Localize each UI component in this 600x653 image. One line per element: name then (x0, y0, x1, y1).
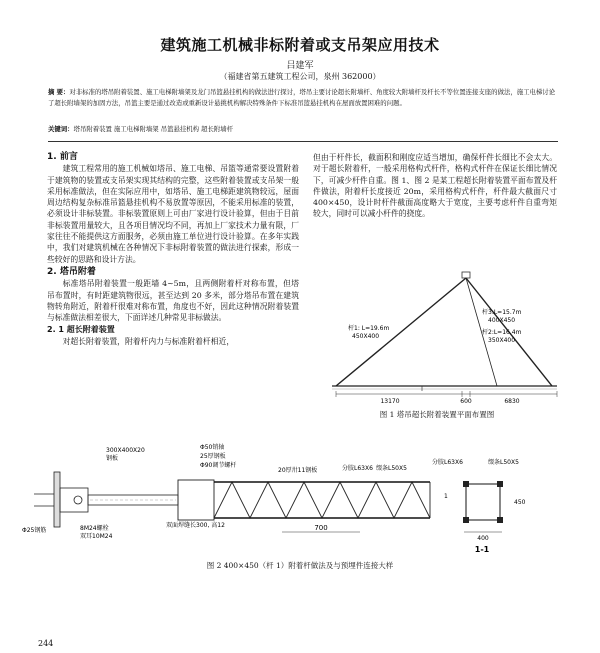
figure-1-drawing (312, 268, 562, 430)
header-rule (48, 141, 558, 142)
label-plate2: 钢板 (106, 455, 119, 462)
label-angle2: 分肢L63X6 (432, 459, 463, 466)
label-pin: Φ50销轴 (200, 444, 225, 451)
article-affiliation: （福建省第五建筑工程公司，泉州 362000） (219, 72, 381, 81)
section-1-heading: 1. 前言 (47, 152, 78, 162)
dim-400: 400 (477, 535, 489, 542)
article-author: 吕建军 (286, 61, 314, 71)
keywords-label: 关键词： (48, 125, 74, 133)
pin-circle (74, 496, 82, 504)
section-angle-4 (497, 517, 503, 523)
section-angle-2 (497, 481, 503, 487)
figure-2 (20, 440, 580, 580)
tie-bar-1 (336, 278, 466, 386)
connection-plate (178, 480, 214, 520)
fig1-right-label-2: 400X450 (488, 317, 516, 324)
page-number: 244 (38, 639, 54, 648)
tower-crane-mark (462, 272, 470, 278)
label-screw: Φ90调节螺杆 (200, 462, 237, 469)
section-2-paragraph: 标准塔吊附着装置一般距墙 4~5m，且两侧附着杆对称布置，但塔吊布置时，有时距建筑物很远，甚至达到 20 多米，部分塔吊布置在建筑物转角附近，附着杆很难对称布置，角度也不好，因此这种情况附着装置与标准做法相差很大，下面详述几种常见非标做法。 (47, 279, 299, 323)
figure-1-caption: 图 1 塔吊超长附着装置平面布置图 (379, 410, 495, 419)
label-plate: 300X400X20 (106, 447, 145, 454)
figure-1 (312, 268, 562, 430)
section-box (466, 484, 500, 520)
fig1-left-label-1: 杆1: L=19.6m (348, 325, 390, 332)
figure-2-caption: 图 2 400×450（杆 1）附着杆做法及与预埋件连接大样 (206, 561, 394, 570)
right-column-paragraph: 但由于杆件长，截面积和刚度应适当增加，确保杆件长细比不会太大。对于超长附着杆，一般采用格构式杆件，格构式杆件在保证长细比情况下，可减少杆件自重。图 1、图 2 是某工程超长附着装置平面布置及杆件做法，附着杆长度接近 20m，采用格构式杆件，杆件最大截面尺寸 400×450，设计时杆件截面高度略大于宽度，主要考虑杆件自重弯矩较大，同时可以减小杆件的挠度。 (313, 153, 557, 219)
label-strap2: 缀条L50X5 (488, 459, 519, 466)
section-angle-1 (463, 481, 469, 487)
keywords (48, 124, 558, 133)
lacing (214, 482, 430, 518)
fig1-dim-left: 13170 (380, 398, 400, 405)
section-1-paragraph: 建筑工程常用的施工机械如塔吊、施工电梯、吊篮等通常要设置附着于建筑物的装置或支吊架实现其结构的完整，这些附着装置或支吊架一般采用标准做法，但在实际应用中，如塔吊、施工电梯距建筑物较远，屋面周边结构复杂标准吊篮悬挂机构不易放置等原因，不能采用标准的装置，必须设计非标装置。非标装置原则上可由厂家进行设计验算，但由于目前非标装置用量较大，且各项目情况均不同，再加上厂家技术力量有限，厂家往往不能提供这方面服务，必须由施工单位进行设计验算。在多年实践中，我们对建筑机械在各种情况下非标附着装置的做法进行探索，形成一些较好的思路和设计方法。 (47, 164, 299, 264)
label-angle1: 分肢L63X6 (342, 465, 373, 472)
dim-700: 700 (314, 524, 328, 532)
section-angle-3 (463, 517, 469, 523)
abstract (48, 87, 558, 109)
figure-2-drawing (20, 440, 580, 555)
section-2-heading: 2. 塔吊附着 (47, 266, 96, 277)
label-rod: Φ25钢筋 (22, 527, 47, 534)
label-channel: 20厚卅11钢板 (278, 467, 318, 474)
label-strap: 缀条L50X5 (376, 465, 407, 472)
fig1-dim-right: 6830 (504, 398, 520, 405)
label-ribplate: 25厚钢板 (200, 453, 226, 460)
left-column (47, 152, 299, 347)
article-title: 建筑施工机械非标附着或支吊架应用技术 (160, 36, 440, 54)
abstract-label: 摘 要： (48, 88, 70, 96)
section-2-1-paragraph: 对超长附着装置，附着杆内力与标准附着杆相近， (62, 336, 235, 346)
section-label: 1-1 (474, 545, 490, 554)
label-doubleweld: 双面焊缝长300, 高12 (166, 522, 225, 529)
fig1-right-label-4: 350X400 (488, 337, 516, 344)
fig1-right-label-3: 杆2:L=16.4m (482, 329, 522, 336)
fig1-right-label-1: 杆3:L=15.7m (482, 309, 522, 316)
keywords-text: 塔吊附着装置 施工电梯附墙架 吊篮悬挂机构 超长附墙杆 (73, 125, 234, 133)
fig1-dim-mid: 600 (460, 398, 472, 405)
abstract-text: 对非标准的塔吊附着装置、施工电梯附墙架及龙门吊篮悬挂机构的做法进行探讨，塔吊主要讨论超长附墙杆、角度较大附墙杆及杆长不等位置连接支座的做法，施工电梯讨论了超长附墙架的加固方法，吊篮主要是通过改造或重新设计悬挑机构解决特殊条件下标准吊篮悬挂机构在屋面放置困难的问题。 (48, 88, 556, 107)
label-bolt: 8M24螺栓 (80, 525, 109, 532)
right-column (313, 152, 557, 220)
label-nut: 双耳10M24 (80, 533, 113, 540)
section-mark: 1 (444, 493, 448, 500)
dim-450: 450 (514, 499, 526, 506)
fig1-left-label-2: 450X400 (352, 333, 380, 340)
section-2-1-heading: 2. 1 超长附着装置 (47, 325, 115, 335)
embed-plate (54, 472, 60, 527)
